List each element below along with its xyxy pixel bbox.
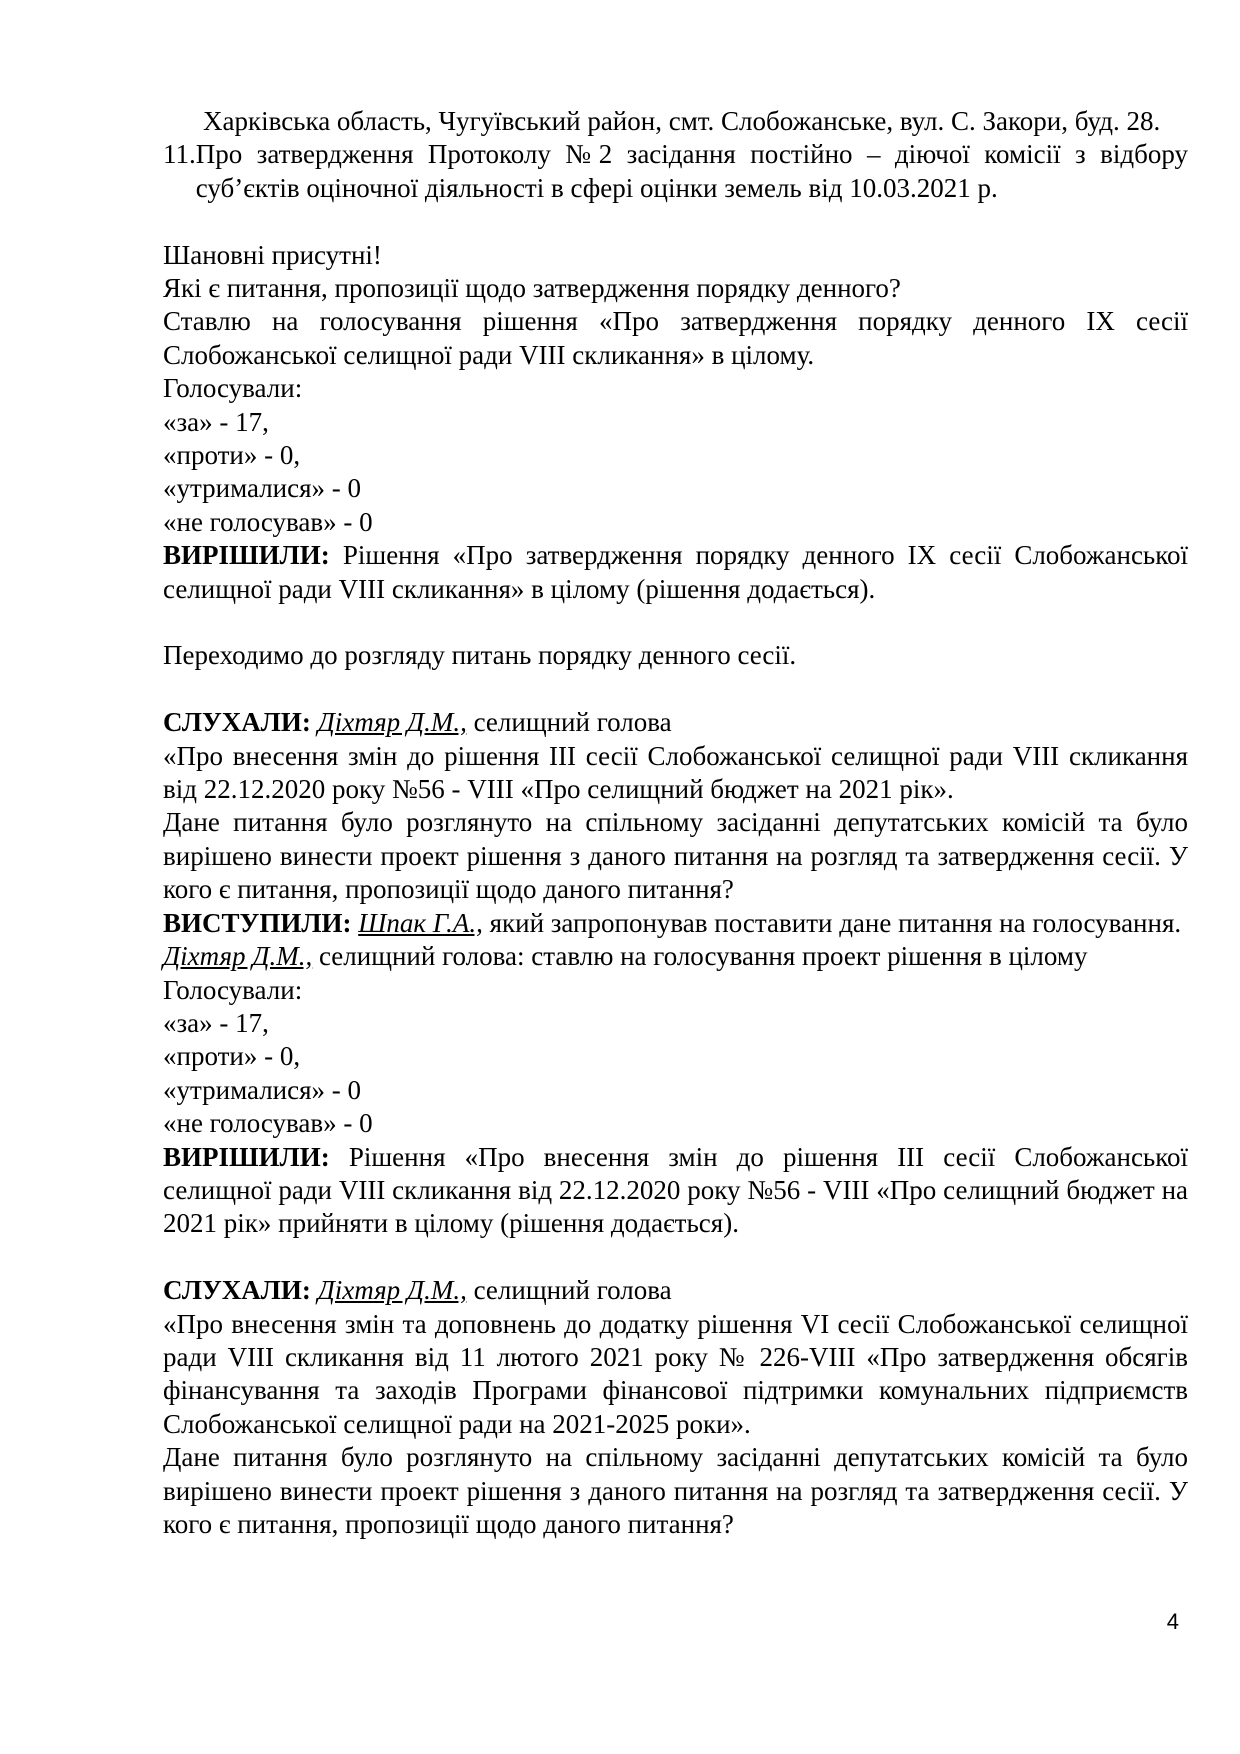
vote-proposal: Ставлю на голосування рішення «Про затвердження порядку денного IX сесії Слобожанської селищної ради VIII скликання» в цілому. xyxy=(163,306,1188,370)
heard-label: СЛУХАЛИ: xyxy=(163,1275,311,1306)
spoke-label: ВИСТУПИЛИ: xyxy=(163,907,352,938)
heard-line xyxy=(163,1274,1188,1307)
blank-line xyxy=(163,673,1188,706)
voted-label: Голосували: xyxy=(163,373,303,404)
speaker-name: Діхтяр Д.М., xyxy=(317,707,467,738)
spoke-person: Шпак Г.А., xyxy=(358,907,483,938)
vote-against: «проти» - 0, xyxy=(163,1041,301,1072)
document-body xyxy=(163,105,1188,1541)
spoke-line xyxy=(163,907,1188,940)
vote-for: «за» - 17, xyxy=(163,1007,269,1038)
agenda-item-11 xyxy=(163,138,1188,205)
vote-abstained: «утрималися» - 0 xyxy=(163,1074,362,1105)
blank-line xyxy=(163,205,1188,238)
agenda-item-number: 11. xyxy=(163,139,196,170)
resolution xyxy=(163,539,1188,606)
committee-note: Дане питання було розглянуто на спільному засіданні депутатських комісій та було вирішено винести проект рішення з даного питання на розгляд та затвердження сесії. У кого є питання, пропозиції щодо даного питання? xyxy=(163,807,1188,905)
heard-label: СЛУХАЛИ: xyxy=(163,707,311,738)
greeting: Шановні присутні! xyxy=(163,239,382,270)
vote-abstained: «утрималися» - 0 xyxy=(163,473,362,504)
spoke-text: який запропонував поставити дане питання на голосування. xyxy=(482,907,1182,938)
topic-text: «Про внесення змін та доповнень до додатку рішення VІ сесії Слобожанської селищної ради VIII скликання від 11 лютого 2021 року № 226-VIII «Про затвердження обсягів фінансування та заходів Програми фінансової підтримки комунальних підприємств Слобожанської селищної ради на 2021-2025 роки». xyxy=(163,1308,1188,1439)
page-number: 4 xyxy=(1166,1609,1179,1634)
topic-text: «Про внесення змін до рішення ІІІ сесії Слобожанської селищної ради VIII скликання від 22.12.2020 року №56 - VIII «Про селищний бюджет на 2021 рік». xyxy=(163,740,1188,805)
vote-for: «за» - 17, xyxy=(163,406,269,437)
vote-against: «проти» - 0, xyxy=(163,440,301,471)
question: Які є питання, пропозиції щодо затвердження порядку денного? xyxy=(163,273,901,304)
agenda-item-10-continuation: Харківська область, Чугуївський район, смт. Слобожанське, вул. С. Закори, буд. 28. xyxy=(203,106,1161,136)
chair-name: Діхтяр Д.М., xyxy=(163,941,313,972)
chair-line xyxy=(163,940,1188,973)
speaker-role: селищний голова xyxy=(466,707,672,738)
resolved-label: ВИРІШИЛИ: xyxy=(163,1141,330,1172)
agenda-item-text: Про затвердження Протоколу №2 засідання постійно – діючої комісії з відбору суб’єктів оціночної діяльності в сфері оцінки земель від 10.03.2021 р. xyxy=(195,139,1188,203)
vote-not-voted: «не голосував» - 0 xyxy=(163,1108,373,1139)
resolved-text: Рішення «Про внесення змін до рішення ІІІ сесії Слобожанської селищної ради VIII скликання від 22.12.2020 року №56 - VIII «Про селищний бюджет на 2021 рік» прийняти в цілому (рішення додається). xyxy=(163,1141,1188,1239)
speaker-role: селищний голова xyxy=(466,1275,672,1306)
heard-line xyxy=(163,706,1188,739)
transition-text: Переходимо до розгляду питань порядку денного сесії. xyxy=(163,640,797,671)
vote-not-voted: «не голосував» - 0 xyxy=(163,506,373,537)
chair-text: селищний голова: ставлю на голосування проект рішення в цілому xyxy=(312,941,1088,972)
blank-line xyxy=(163,1241,1188,1274)
committee-note: Дане питання було розглянуто на спільному засіданні депутатських комісій та було вирішено винести проект рішення з даного питання на розгляд та затвердження сесії. У кого є питання, пропозиції щодо даного питання? xyxy=(163,1442,1188,1539)
resolved-text: Рішення «Про затвердження порядку денного IX сесії Слобожанської селищної ради VIII скликання» в цілому (рішення додається). xyxy=(163,540,1188,604)
speaker-name: Діхтяр Д.М., xyxy=(317,1275,467,1306)
resolved-label: ВИРІШИЛИ: xyxy=(163,540,330,571)
voted-label: Голосували: xyxy=(163,974,303,1005)
blank-line xyxy=(163,606,1188,639)
resolution xyxy=(163,1141,1188,1241)
